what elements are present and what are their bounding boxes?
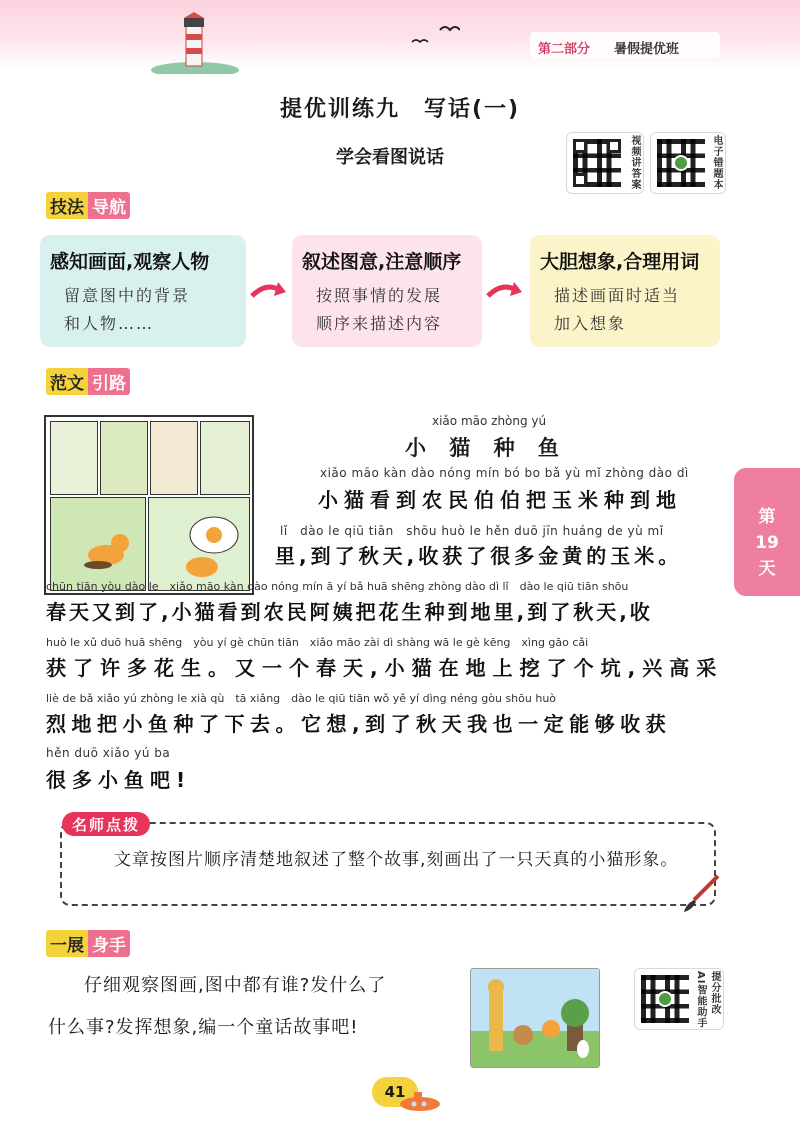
animals-illustration [471, 969, 600, 1068]
practice-line: 仔细观察图画,图中都有谁?发什么了 [84, 975, 387, 996]
day-tab [734, 468, 800, 596]
section-technique [46, 192, 130, 218]
section-technique-pink: 导航 [88, 192, 130, 219]
brush-icon [680, 872, 722, 914]
video-qr-label: 视频讲答案 [629, 135, 640, 190]
story-line: 烈地把小鱼种了下去。它想,到了秋天我也一定能够收获 [46, 712, 672, 736]
story-pinyin: lǐ dào le qiū tiān shōu huò le hěn duō jīn huáng de yù mǐ [280, 524, 664, 538]
story-pinyin: liè de bǎ xiǎo yú zhòng le xià qù tā xiǎng dào le qiū tiān wǒ yě yí dìng néng gòu shōu huò [46, 692, 557, 705]
tip-head: 叙述图意,注意顺序 [302, 251, 462, 273]
cat-illustration [76, 521, 136, 571]
tip-head: 大胆想象,合理用词 [540, 251, 700, 273]
story-line: 春天又到了,小猫看到农民阿姨把花生种到地里,到了秋天,收 [46, 600, 653, 624]
tip-line: 描述画面时适当 [554, 286, 681, 305]
section-example-dark: 范文 [46, 368, 88, 395]
story-pinyin: chūn tiān yòu dào le xiǎo māo kàn dào nóng mín ā yí bǎ huā shēng zhòng dào dì lǐ dào le qiū tiān shōu [46, 580, 629, 593]
practice-line: 什么事?发挥想象,编一个童话故事吧! [48, 1017, 359, 1038]
section-technique-dark: 技法 [46, 192, 88, 219]
part-title: 暑假提优班 [614, 42, 680, 57]
ai-qr-label: AI智能助手 [695, 971, 706, 1029]
section-practice-pink: 身手 [88, 930, 130, 957]
story-line: 里,到了秋天,收获了很多金黄的玉米。 [275, 544, 683, 568]
qr-corner [573, 139, 587, 153]
page-subtitle: 学会看图说话 [336, 147, 444, 168]
story-line: 很多小鱼吧! [46, 768, 192, 792]
tip-line: 顺序来描述内容 [316, 314, 443, 333]
practice-prompt [48, 965, 458, 1049]
story-pinyin: hěn duō xiǎo yú ba [46, 746, 171, 760]
day-tab-line: 天 [758, 559, 776, 579]
logo-icon [673, 155, 689, 171]
arrow-icon [484, 278, 524, 302]
story-title-pinyin: xiǎo māo zhòng yú [432, 414, 547, 428]
story-line: 获了许多花生。又一个春天,小猫在地上挖了个坑,兴高采 [46, 656, 724, 680]
tip-line: 留意图中的背景 [64, 286, 191, 305]
part-label: 第二部分 [538, 42, 591, 57]
tip-line: 和人物…… [64, 314, 155, 333]
ebook-qr-card[interactable] [650, 132, 726, 194]
tip-head: 感知画面,观察人物 [50, 251, 210, 273]
tip-line: 按照事情的发展 [316, 286, 443, 305]
story-title: 小 猫 种 鱼 [405, 436, 567, 460]
teacher-tip-tag: 名师点拨 [62, 812, 150, 836]
tip-card [530, 235, 720, 347]
logo-icon [657, 991, 673, 1007]
tip-card [40, 235, 246, 347]
ai-qr-label-2: 提分批改 [709, 971, 720, 1015]
comic-panel [100, 421, 148, 495]
qr-corner [607, 139, 621, 153]
day-tab-line: 19 [755, 533, 779, 553]
story-pinyin: xiǎo māo kàn dào nóng mín bó bo bǎ yù mǐ zhòng dào dì [320, 466, 689, 480]
birds-illustration [410, 20, 460, 50]
qr-corner [573, 173, 587, 187]
story-line: 小猫看到农民伯伯把玉米种到地 [318, 488, 682, 512]
story-pinyin: huò le xǔ duō huā shēng yòu yí gè chūn tiān xiǎo māo zài dì shàng wā le gè kēng xìng gāo cǎi [46, 636, 589, 649]
section-example-pink: 引路 [88, 368, 130, 395]
video-qr-card[interactable] [566, 132, 644, 194]
ebook-qr-label: 电子错题本 [711, 135, 722, 190]
section-practice [46, 930, 130, 956]
ai-qr-card[interactable] [634, 968, 724, 1030]
comic-panel [200, 421, 250, 495]
page-title: 提优训练九 写话(一) [279, 97, 521, 122]
practice-picture [470, 968, 600, 1068]
section-practice-dark: 一展 [46, 930, 88, 957]
teacher-tip-text: 文章按图片顺序清楚地叙述了整个故事,刻画出了一只天真的小猫形象。 [114, 850, 679, 870]
arrow-icon [248, 278, 288, 302]
comic-strip [44, 415, 254, 595]
tip-line: 加入想象 [554, 314, 627, 333]
page-number: 41 [372, 1077, 418, 1107]
submarine-icon [392, 1090, 442, 1112]
cat-illustration [178, 513, 244, 583]
comic-panel [150, 421, 198, 495]
day-tab-line: 第 [758, 507, 776, 527]
comic-panel [50, 421, 98, 495]
tip-card [292, 235, 482, 347]
lighthouse-illustration [150, 12, 240, 74]
section-example [46, 368, 130, 394]
